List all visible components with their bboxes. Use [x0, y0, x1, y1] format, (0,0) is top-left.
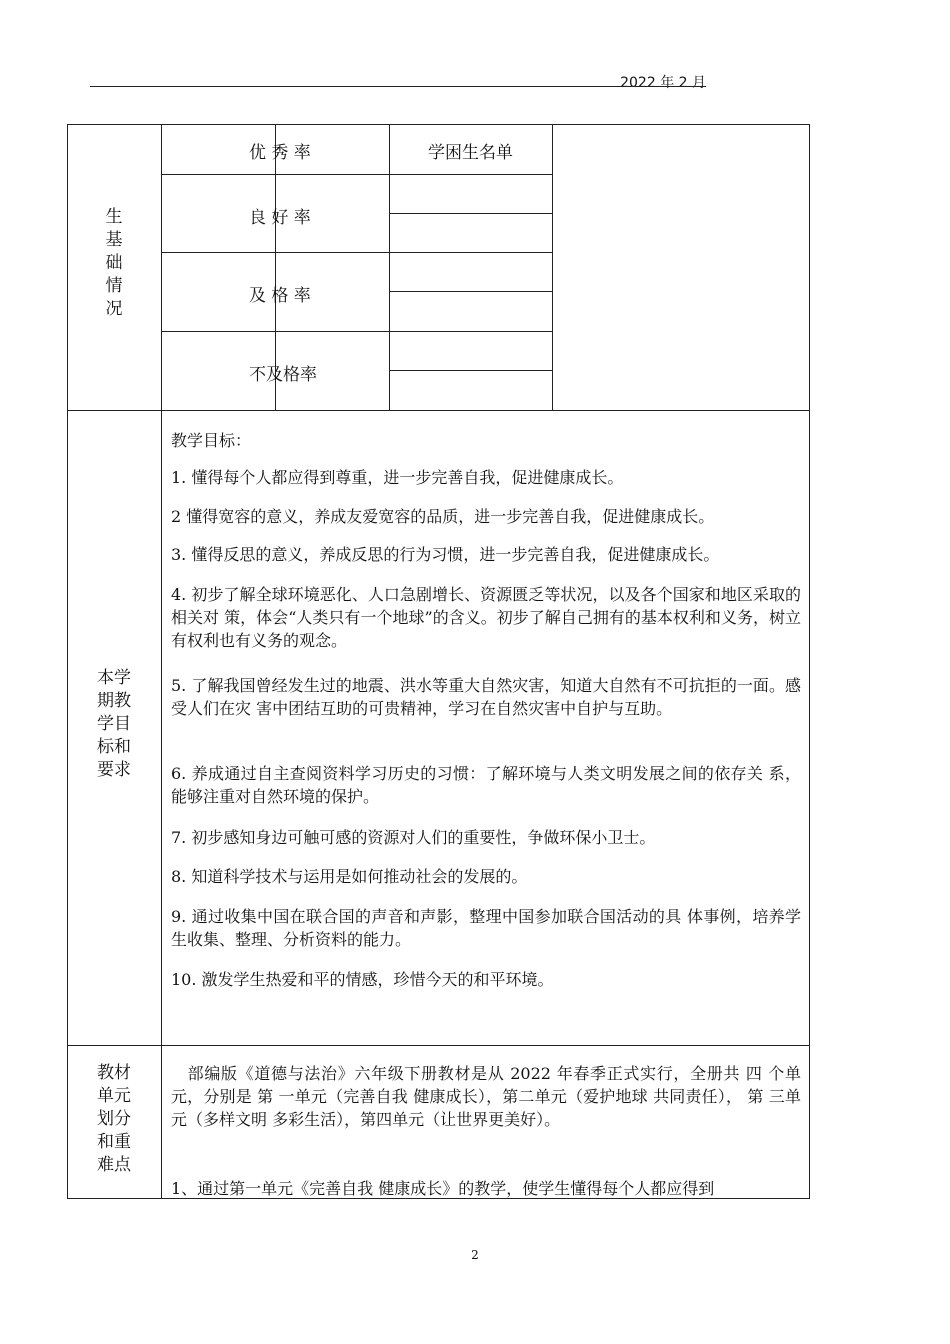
objectives-label: 本学 期教 学目 标和 要求: [97, 668, 131, 780]
objective-8: 8. 知道科学技术与运用是如何推动社会的发展的。: [171, 867, 528, 886]
objective-5: 5. 了解我国曾经发生过的地震、洪水等重大自然灾害，知道大自然有不可抗拒的一面。感受人们在灾 害中团结互助的可贵精神，学习在自然灾害中自护与互助。: [171, 676, 801, 718]
units-point-1: 1、通过第一单元《完善自我 健康成长》的教学，使学生懂得每个人都应得到: [171, 1179, 715, 1198]
objective-6: 6. 养成通过自主查阅资料学习历史的习惯：了解环境与人类文明发展之间的依存关 系，能够注重对自然环境的保护。: [171, 764, 801, 806]
objective-3: 3. 懂得反思的意义，养成反思的行为习惯，进一步完善自我，促进健康成长。: [171, 545, 720, 564]
objective-10: 10. 激发学生热爱和平的情感，珍惜今天的和平环境。: [171, 970, 554, 989]
header-date: 2022 年 2 月: [620, 75, 706, 91]
good-rate-label: 良 好 率: [249, 208, 311, 228]
student-basics-label: 生 基 础 情 况: [105, 207, 123, 319]
objective-4: 4. 初步了解全球环境恶化、人口急剧增长、资源匮乏等状况，以及各个国家和地区采取的相关对 策，体会“人类只有一个地球”的含义。初步了解自己拥有的基本权利和义务，树立有权利也有义务的观念。: [171, 585, 801, 650]
header-rule: [90, 86, 706, 87]
units-intro: 部编版《道德与法治》六年级下册教材是从 2022 年春季正式实行，全册共 四 个单元，分别是 第 一单元（完善自我 健康成长），第二单元（爱护地球 共同责任）， 第 三单元（多样文明 多彩生活），第四单元（让世界更美好）。: [171, 1064, 801, 1129]
objective-1: 1. 懂得每个人都应得到尊重，进一步完善自我，促进健康成长。: [171, 468, 624, 487]
units-label: 教材 单元 划分 和重 难点: [97, 1063, 131, 1175]
objective-9: 9. 通过收集中国在联合国的声音和声影，整理中国参加联合国活动的具 体事例，培养学生收集、整理、分析资料的能力。: [171, 907, 801, 949]
objective-7: 7. 初步感知身边可触可感的资源对人们的重要性，争做环保小卫士。: [171, 828, 656, 847]
objectives-heading: 教学目标：: [171, 431, 252, 450]
fail-rate-label: 不及格率: [249, 365, 317, 385]
struggling-students-header: 学困生名单: [428, 143, 513, 163]
objective-2: 2 懂得宽容的意义，养成友爱宽容的品质，进一步完善自我，促进健康成长。: [171, 507, 715, 526]
pass-rate-label: 及 格 率: [249, 286, 311, 306]
plan-table: [67, 124, 810, 1199]
page-number: 2: [471, 1248, 479, 1262]
excellent-rate-label: 优 秀 率: [249, 143, 311, 163]
